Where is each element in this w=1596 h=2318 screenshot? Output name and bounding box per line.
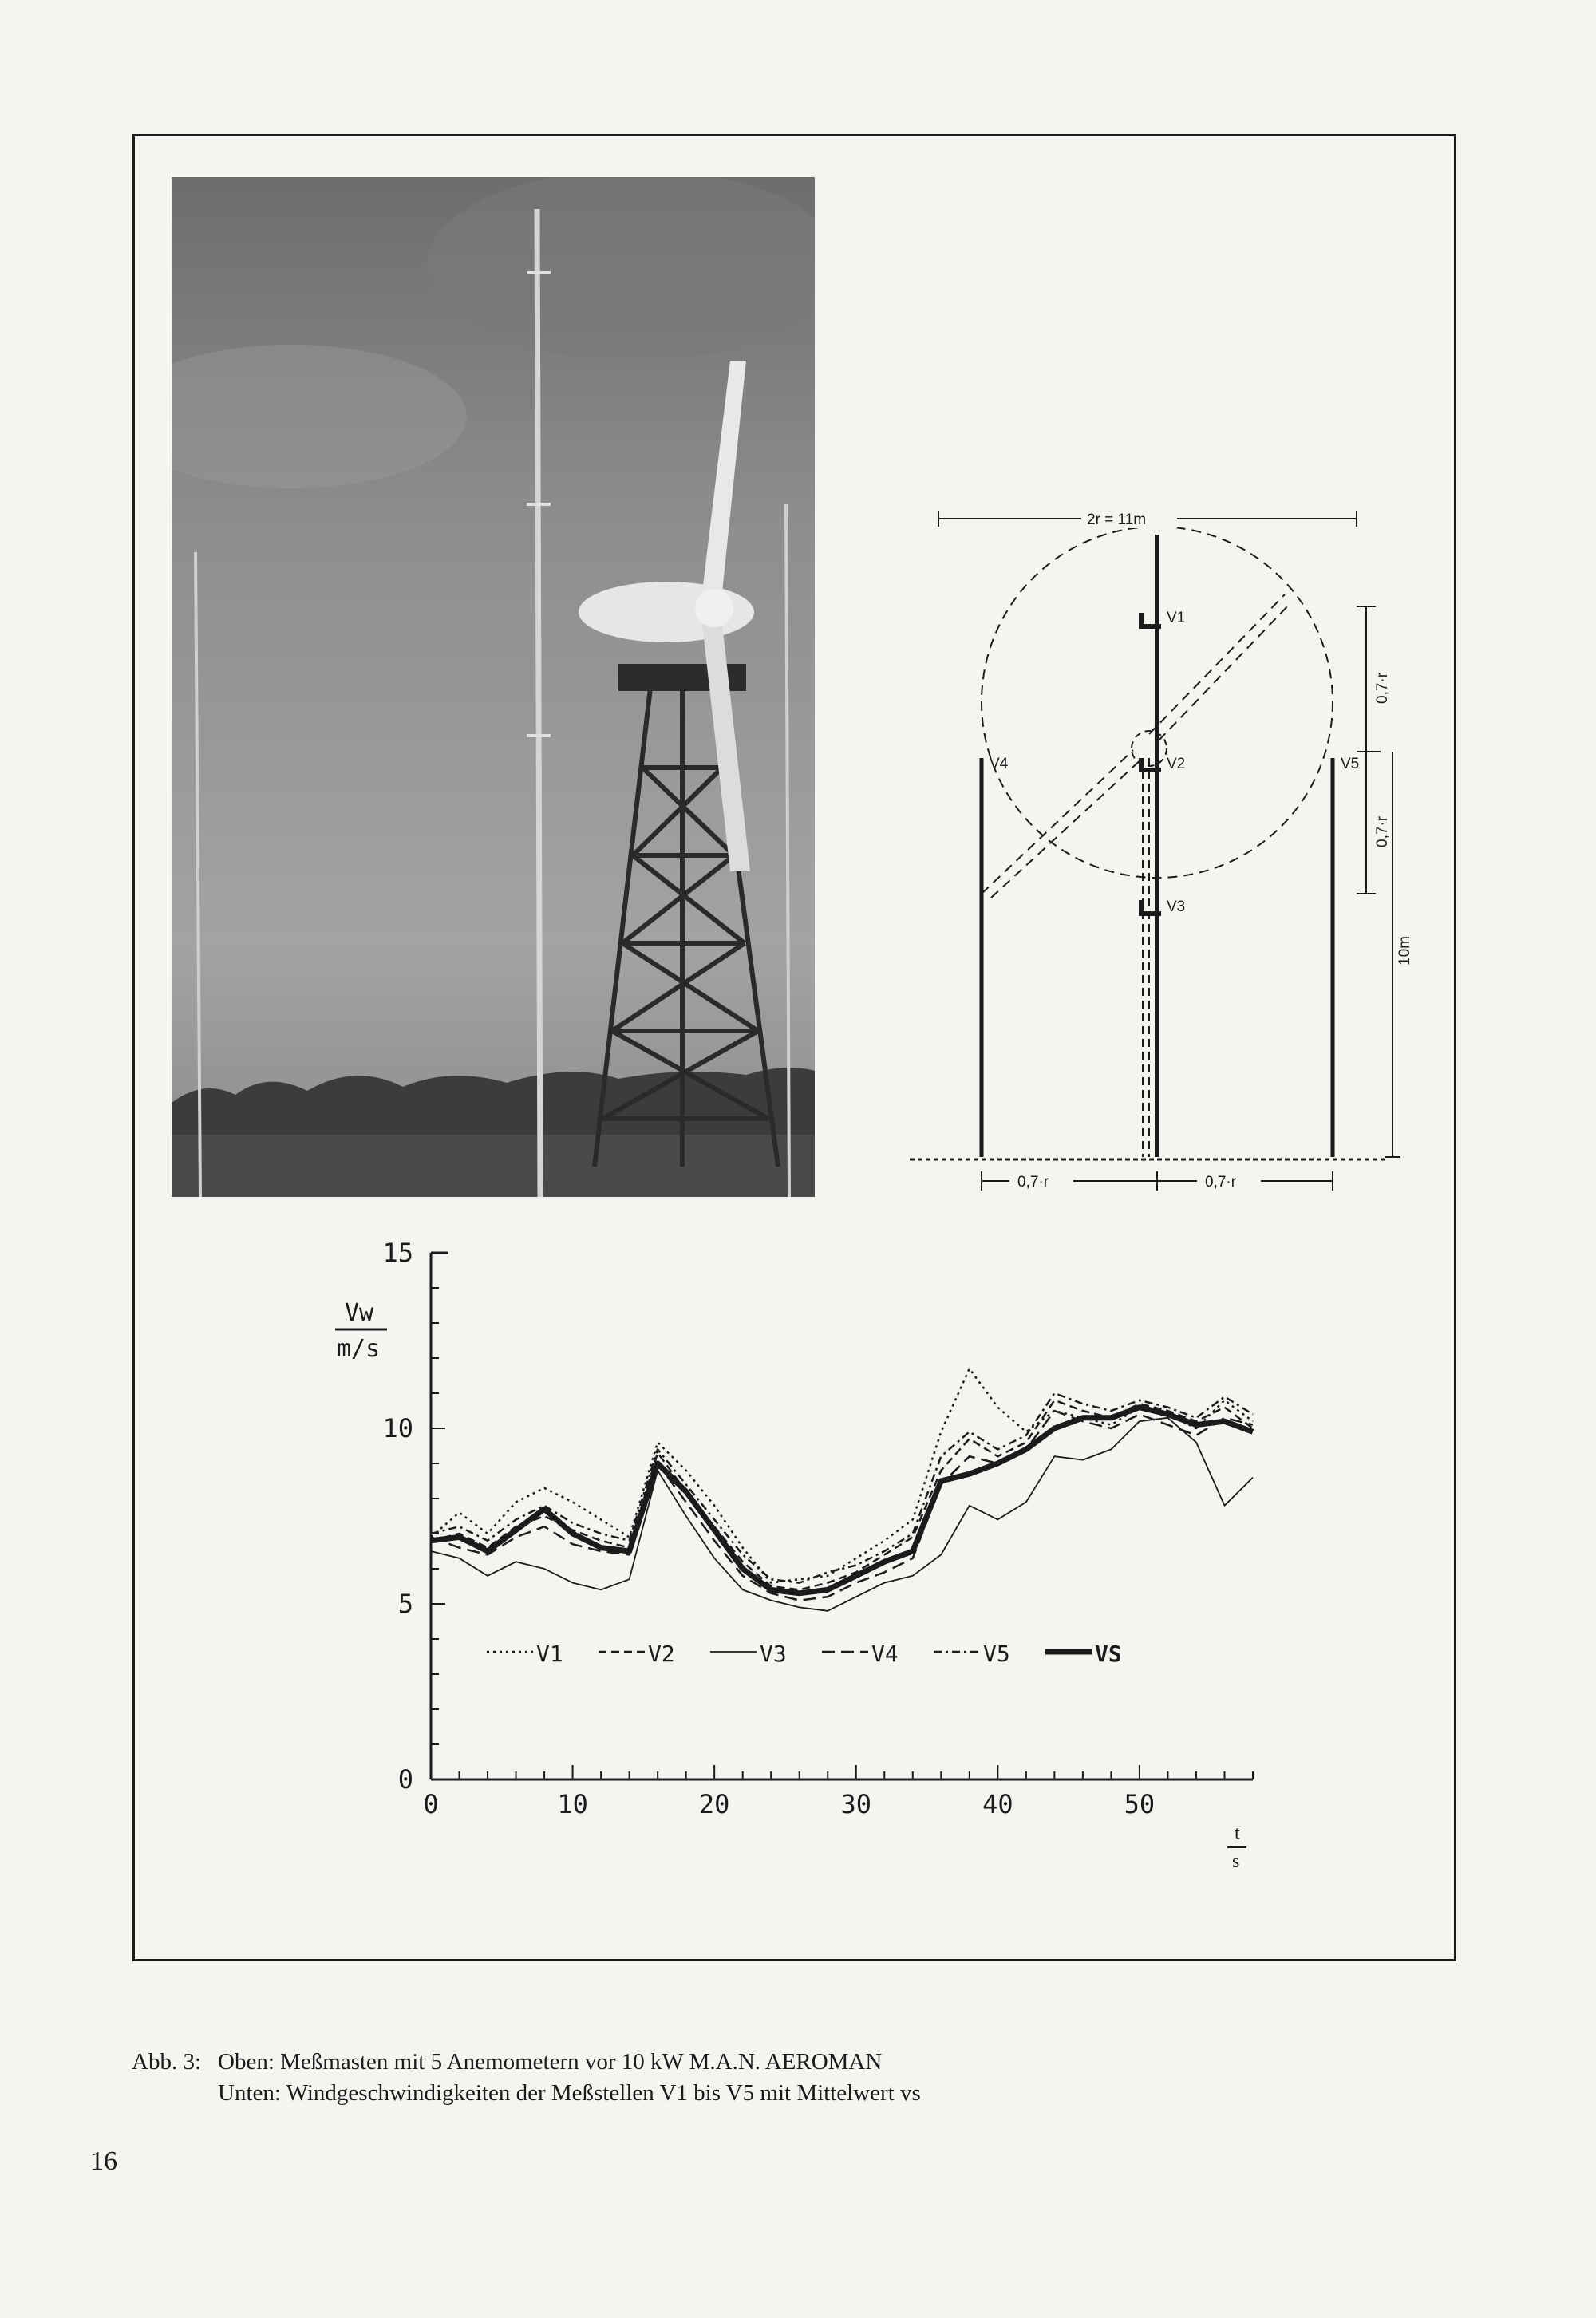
y-axis-label: Vw — [345, 1299, 374, 1327]
legend-label-vs: VS — [1095, 1641, 1122, 1667]
legend-label-v5: V5 — [983, 1641, 1010, 1667]
page-number: 16 — [90, 2146, 117, 2176]
height-dim-label: 10m — [1396, 936, 1413, 966]
caption-line-2: Unten: Windgeschwindigkeiten der Meßstellen V1 bis V5 mit Mittelwert vs — [218, 2080, 921, 2106]
photo-wind-turbine-and-masts — [172, 177, 815, 1197]
sensor-label-v5: V5 — [1341, 756, 1360, 772]
right-dim-lower: 0,7·r — [1374, 815, 1391, 847]
caption-line-1: Oben: Meßmasten mit 5 Anemometern vor 10 kW M.A.N. AEROMAN — [218, 2049, 883, 2075]
legend-label-v2: V2 — [648, 1641, 675, 1667]
figure-caption — [132, 2047, 921, 2109]
series-line-v2 — [431, 1400, 1253, 1590]
y-tick-label: 10 — [382, 1413, 413, 1443]
x-tick-label: 10 — [557, 1789, 588, 1819]
chart-series-lines — [431, 1368, 1253, 1611]
x-tick-label: 20 — [698, 1789, 730, 1819]
sensor-label-v1: V1 — [1167, 610, 1186, 626]
x-axis-label: t — [1235, 1823, 1240, 1844]
diameter-label: 2r = 11m — [1087, 511, 1147, 528]
x-tick-label: 50 — [1124, 1789, 1156, 1819]
right-dim-upper: 0,7·r — [1374, 672, 1391, 704]
y-tick-label: 0 — [397, 1764, 413, 1795]
x-axis-unit: s — [1232, 1851, 1240, 1872]
series-line-v1 — [431, 1368, 1253, 1582]
caption-label: Abb. 3: — [132, 2049, 201, 2075]
sensor-label-v4: V4 — [990, 756, 1009, 772]
anemometer-layout-diagram — [910, 495, 1420, 1213]
legend-label-v3: V3 — [760, 1641, 787, 1667]
sensor-label-v2: V2 — [1167, 756, 1186, 772]
sensor-label-v3: V3 — [1167, 898, 1186, 915]
y-axis-unit: m/s — [337, 1335, 381, 1363]
series-line-v5 — [431, 1393, 1253, 1583]
y-tick-label: 15 — [382, 1238, 413, 1268]
y-tick-label: 5 — [397, 1589, 413, 1619]
bottom-dim-left: 0,7·r — [1017, 1174, 1049, 1191]
wind-speed-chart — [303, 1229, 1301, 1915]
chart-legend — [487, 1641, 1122, 1667]
legend-label-v1: V1 — [536, 1641, 563, 1667]
series-line-v4 — [431, 1411, 1253, 1601]
bottom-dim-right: 0,7·r — [1205, 1174, 1237, 1191]
x-tick-label: 0 — [423, 1789, 439, 1819]
x-tick-label: 30 — [840, 1789, 872, 1819]
legend-label-v4: V4 — [871, 1641, 899, 1667]
x-tick-label: 40 — [982, 1789, 1013, 1819]
series-line-vs — [431, 1408, 1253, 1593]
